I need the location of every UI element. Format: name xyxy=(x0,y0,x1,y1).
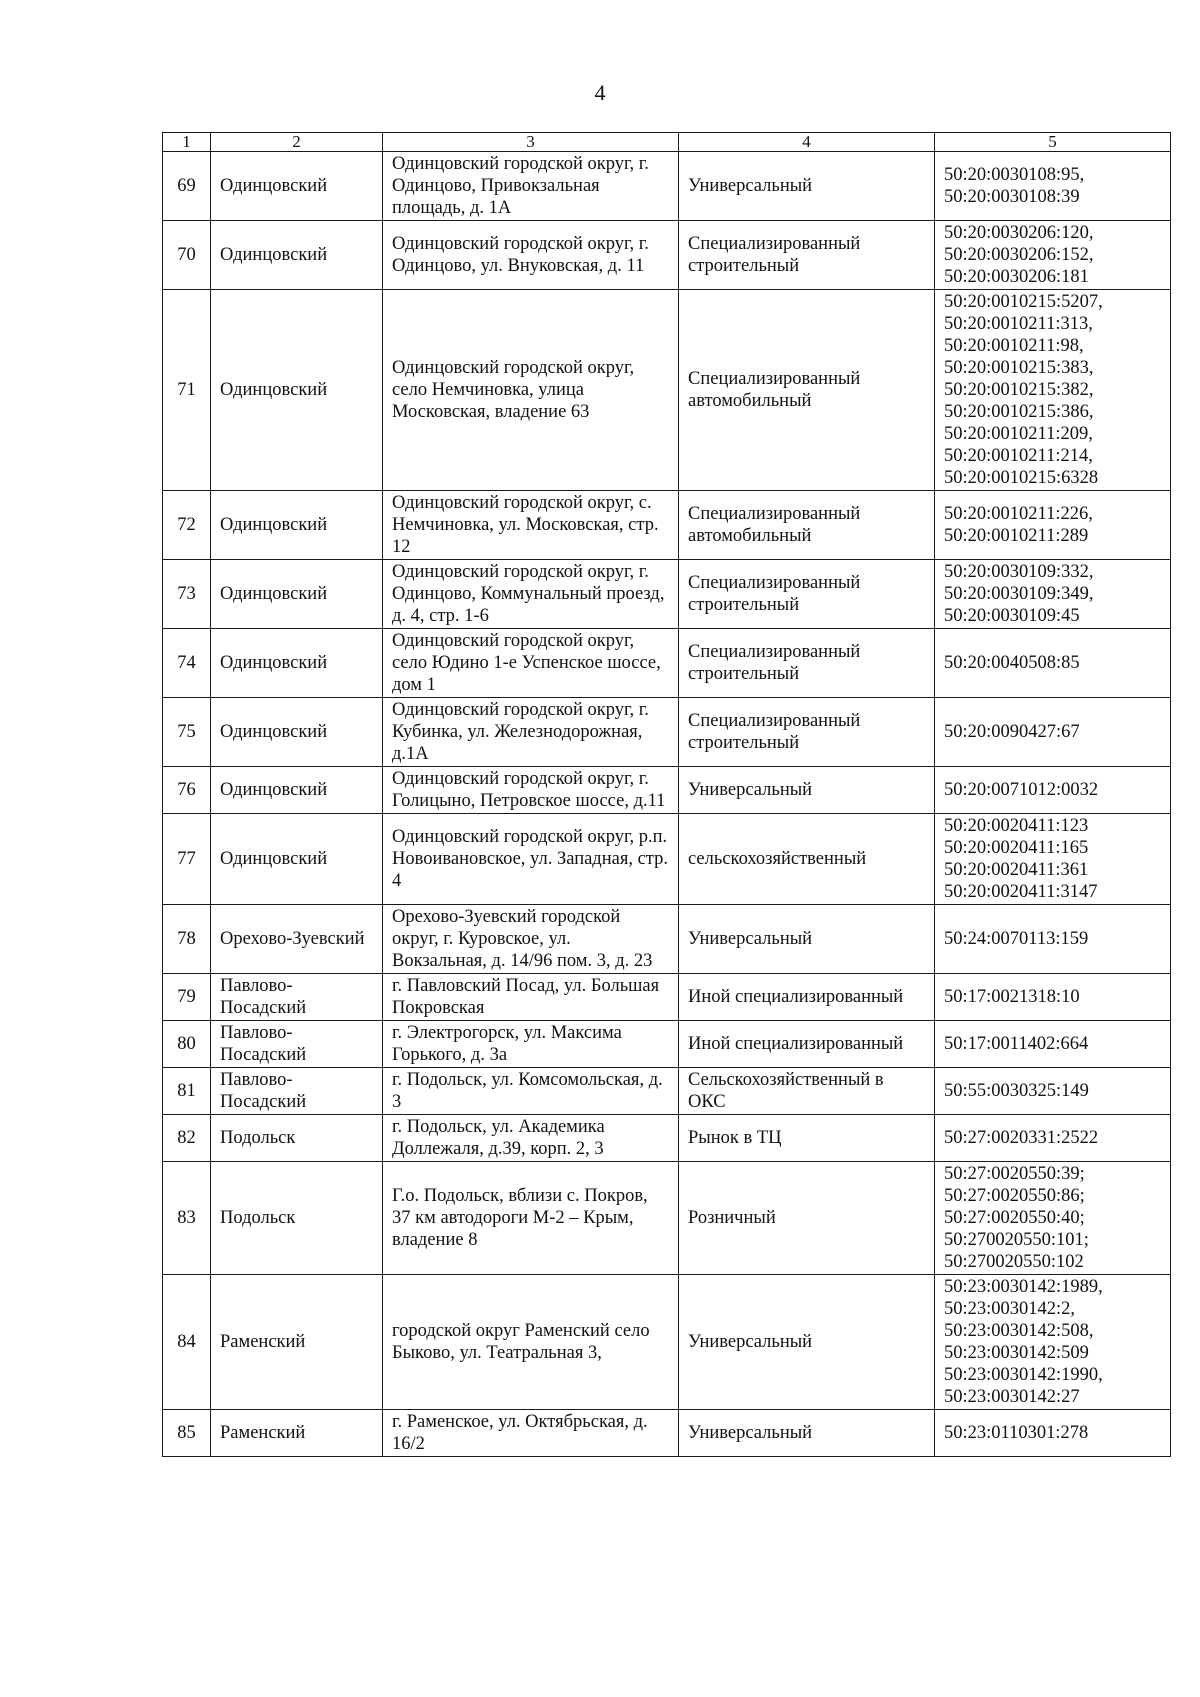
cadastral-number: 50:20:0010211:209, xyxy=(944,424,1093,444)
cadastral-cell xyxy=(935,221,1171,290)
row-number-cell: 80 xyxy=(163,1021,211,1068)
table-row xyxy=(163,152,1171,221)
cadastral-number: 50:27:0020550:86; xyxy=(944,1186,1085,1206)
row-number-cell: 78 xyxy=(163,905,211,974)
address-cell: г. Подольск, ул. Академика Доллежаля, д.39, корп. 2, 3 xyxy=(383,1115,679,1162)
address-cell: г. Павловский Посад, ул. Большая Покровская xyxy=(383,974,679,1021)
table-row xyxy=(163,1021,1171,1068)
address-cell: Одинцовский городской округ, г. Одинцово, Привокзальная площадь, д. 1А xyxy=(383,152,679,221)
district-cell: Орехово-Зуевский xyxy=(211,905,383,974)
table-row xyxy=(163,221,1171,290)
table-row xyxy=(163,1162,1171,1275)
market-type-cell: Универсальный xyxy=(679,767,935,814)
address-cell: Одинцовский городской округ, г. Голицыно, Петровское шоссе, д.11 xyxy=(383,767,679,814)
district-cell: Одинцовский xyxy=(211,629,383,698)
cadastral-cell xyxy=(935,1410,1171,1457)
table-row xyxy=(163,629,1171,698)
cadastral-number: 50:20:0030108:95, xyxy=(944,165,1085,185)
page-number: 4 xyxy=(594,80,606,105)
row-number-cell: 73 xyxy=(163,560,211,629)
market-type-cell: Универсальный xyxy=(679,152,935,221)
district-cell: Одинцовский xyxy=(211,290,383,491)
cadastral-cell xyxy=(935,629,1171,698)
cadastral-number: 50:20:0090427:67 xyxy=(944,722,1080,742)
address-cell: Одинцовский городской округ, с. Немчиновка, ул. Московская, стр. 12 xyxy=(383,491,679,560)
cadastral-number: 50:20:0010211:214, xyxy=(944,446,1093,466)
table-row xyxy=(163,814,1171,905)
district-cell: Одинцовский xyxy=(211,814,383,905)
cadastral-number: 50:20:0010211:289 xyxy=(944,526,1089,546)
cadastral-number: 50:20:0030108:39 xyxy=(944,187,1080,207)
market-type-cell: Универсальный xyxy=(679,1275,935,1410)
row-number-cell: 83 xyxy=(163,1162,211,1275)
column-header: 1 xyxy=(163,133,211,152)
cadastral-number: 50:27:0020550:40; xyxy=(944,1208,1085,1228)
cadastral-number: 50:20:0010211:313, xyxy=(944,314,1093,334)
table-row xyxy=(163,905,1171,974)
cadastral-number: 50:23:0030142:1990, xyxy=(944,1365,1103,1385)
row-number-cell: 70 xyxy=(163,221,211,290)
cadastral-number: 50:24:0070113:159 xyxy=(944,929,1089,949)
cadastral-number: 50:20:0010215:5207, xyxy=(944,292,1103,312)
row-number-cell: 69 xyxy=(163,152,211,221)
table-row xyxy=(163,698,1171,767)
district-cell: Одинцовский xyxy=(211,491,383,560)
market-type-cell: Рынок в ТЦ xyxy=(679,1115,935,1162)
column-header: 5 xyxy=(935,133,1171,152)
cadastral-number: 50:20:0010215:382, xyxy=(944,380,1094,400)
cadastral-cell xyxy=(935,698,1171,767)
market-type-cell: Специализированный автомобильный xyxy=(679,290,935,491)
cadastral-number: 50:20:0010215:6328 xyxy=(944,468,1099,488)
cadastral-cell xyxy=(935,767,1171,814)
cadastral-number: 50:270020550:101; xyxy=(944,1230,1089,1250)
table-row xyxy=(163,767,1171,814)
district-cell: Павлово-Посадский xyxy=(211,1021,383,1068)
address-cell: Одинцовский городской округ, село Юдино 1-е Успенское шоссе, дом 1 xyxy=(383,629,679,698)
row-number-cell: 85 xyxy=(163,1410,211,1457)
column-number-row xyxy=(163,133,1171,152)
market-type-cell: Специализированный строительный xyxy=(679,629,935,698)
cadastral-number: 50:20:0030109:332, xyxy=(944,562,1094,582)
cadastral-cell xyxy=(935,1162,1171,1275)
market-type-cell: Розничный xyxy=(679,1162,935,1275)
row-number-cell: 76 xyxy=(163,767,211,814)
table-row xyxy=(163,1068,1171,1115)
market-type-cell: Специализированный автомобильный xyxy=(679,491,935,560)
cadastral-number: 50:20:0071012:0032 xyxy=(944,780,1099,800)
address-cell: г. Раменское, ул. Октябрьская, д. 16/2 xyxy=(383,1410,679,1457)
cadastral-number: 50:20:0010211:98, xyxy=(944,336,1084,356)
district-cell: Подольск xyxy=(211,1162,383,1275)
cadastral-cell xyxy=(935,1021,1171,1068)
address-cell: г. Подольск, ул. Комсомольская, д. 3 xyxy=(383,1068,679,1115)
address-cell: Орехово-Зуевский городской округ, г. Куровское, ул. Вокзальная, д. 14/96 пом. 3, д. 23 xyxy=(383,905,679,974)
cadastral-number: 50:55:0030325:149 xyxy=(944,1081,1089,1101)
registry-table xyxy=(162,132,1171,1457)
cadastral-number: 50:27:0020331:2522 xyxy=(944,1128,1099,1148)
cadastral-number: 50:23:0030142:509 xyxy=(944,1343,1089,1363)
district-cell: Одинцовский xyxy=(211,698,383,767)
market-type-cell: Универсальный xyxy=(679,905,935,974)
cadastral-cell xyxy=(935,491,1171,560)
cadastral-number: 50:17:0021318:10 xyxy=(944,987,1080,1007)
cadastral-number: 50:20:0020411:3147 xyxy=(944,882,1098,902)
cadastral-number: 50:20:0010211:226, xyxy=(944,504,1093,524)
column-header: 3 xyxy=(383,133,679,152)
cadastral-number: 50:20:0030206:120, xyxy=(944,223,1094,243)
market-type-cell: Иной специализированный xyxy=(679,974,935,1021)
row-number-cell: 82 xyxy=(163,1115,211,1162)
cadastral-number: 50:20:0020411:165 xyxy=(944,838,1089,858)
table-row xyxy=(163,1115,1171,1162)
cadastral-cell xyxy=(935,905,1171,974)
table-row xyxy=(163,974,1171,1021)
market-type-cell: Сельскохозяйственный в ОКС xyxy=(679,1068,935,1115)
row-number-cell: 74 xyxy=(163,629,211,698)
cadastral-number: 50:23:0030142:508, xyxy=(944,1321,1094,1341)
address-cell: Одинцовский городской округ, р.п. Новоивановское, ул. Западная, стр. 4 xyxy=(383,814,679,905)
cadastral-number: 50:20:0020411:123 xyxy=(944,816,1089,836)
cadastral-number: 50:20:0020411:361 xyxy=(944,860,1089,880)
market-type-cell: Специализированный строительный xyxy=(679,698,935,767)
column-header: 2 xyxy=(211,133,383,152)
cadastral-cell xyxy=(935,1275,1171,1410)
district-cell: Павлово-Посадский xyxy=(211,1068,383,1115)
cadastral-number: 50:20:0030206:181 xyxy=(944,267,1089,287)
cadastral-cell xyxy=(935,560,1171,629)
market-type-cell: Универсальный xyxy=(679,1410,935,1457)
cadastral-number: 50:20:0030109:349, xyxy=(944,584,1094,604)
row-number-cell: 75 xyxy=(163,698,211,767)
address-cell: Г.о. Подольск, вблизи с. Покров, 37 км автодороги М-2 – Крым, владение 8 xyxy=(383,1162,679,1275)
district-cell: Подольск xyxy=(211,1115,383,1162)
cadastral-number: 50:20:0040508:85 xyxy=(944,653,1080,673)
row-number-cell: 84 xyxy=(163,1275,211,1410)
table-body xyxy=(163,152,1171,1457)
table-row xyxy=(163,560,1171,629)
district-cell: Павлово-Посадский xyxy=(211,974,383,1021)
cadastral-number: 50:17:0011402:664 xyxy=(944,1034,1089,1054)
cadastral-number: 50:270020550:102 xyxy=(944,1252,1084,1272)
table-row xyxy=(163,491,1171,560)
row-number-cell: 72 xyxy=(163,491,211,560)
district-cell: Одинцовский xyxy=(211,221,383,290)
cadastral-cell xyxy=(935,1068,1171,1115)
address-cell: г. Электрогорск, ул. Максима Горького, д. 3а xyxy=(383,1021,679,1068)
cadastral-cell xyxy=(935,290,1171,491)
cadastral-cell xyxy=(935,814,1171,905)
market-type-cell: Специализированный строительный xyxy=(679,560,935,629)
cadastral-cell xyxy=(935,974,1171,1021)
cadastral-cell xyxy=(935,152,1171,221)
cadastral-number: 50:20:0030206:152, xyxy=(944,245,1094,265)
address-cell: Одинцовский городской округ, г. Кубинка, ул. Железнодорожная, д.1А xyxy=(383,698,679,767)
address-cell: Одинцовский городской округ, село Немчиновка, улица Московская, владение 63 xyxy=(383,290,679,491)
district-cell: Одинцовский xyxy=(211,767,383,814)
row-number-cell: 81 xyxy=(163,1068,211,1115)
cadastral-number: 50:20:0010215:386, xyxy=(944,402,1094,422)
market-type-cell: Иной специализированный xyxy=(679,1021,935,1068)
market-type-cell: сельскохозяйственный xyxy=(679,814,935,905)
address-cell: Одинцовский городской округ, г. Одинцово, Коммунальный проезд, д. 4, стр. 1-6 xyxy=(383,560,679,629)
row-number-cell: 79 xyxy=(163,974,211,1021)
cadastral-number: 50:20:0010215:383, xyxy=(944,358,1094,378)
row-number-cell: 77 xyxy=(163,814,211,905)
row-number-cell: 71 xyxy=(163,290,211,491)
cadastral-number: 50:23:0030142:27 xyxy=(944,1387,1080,1407)
cadastral-cell xyxy=(935,1115,1171,1162)
district-cell: Раменский xyxy=(211,1410,383,1457)
table-row xyxy=(163,290,1171,491)
cadastral-number: 50:20:0030109:45 xyxy=(944,606,1080,626)
district-cell: Раменский xyxy=(211,1275,383,1410)
district-cell: Одинцовский xyxy=(211,152,383,221)
district-cell: Одинцовский xyxy=(211,560,383,629)
market-type-cell: Специализированный строительный xyxy=(679,221,935,290)
column-header: 4 xyxy=(679,133,935,152)
cadastral-number: 50:23:0030142:2, xyxy=(944,1299,1076,1319)
table-row xyxy=(163,1410,1171,1457)
address-cell: городской округ Раменский село Быково, ул. Театральная 3, xyxy=(383,1275,679,1410)
cadastral-number: 50:23:0110301:278 xyxy=(944,1423,1089,1443)
address-cell: Одинцовский городской округ, г. Одинцово, ул. Внуковская, д. 11 xyxy=(383,221,679,290)
cadastral-number: 50:23:0030142:1989, xyxy=(944,1277,1103,1297)
cadastral-number: 50:27:0020550:39; xyxy=(944,1164,1085,1184)
table-row xyxy=(163,1275,1171,1410)
